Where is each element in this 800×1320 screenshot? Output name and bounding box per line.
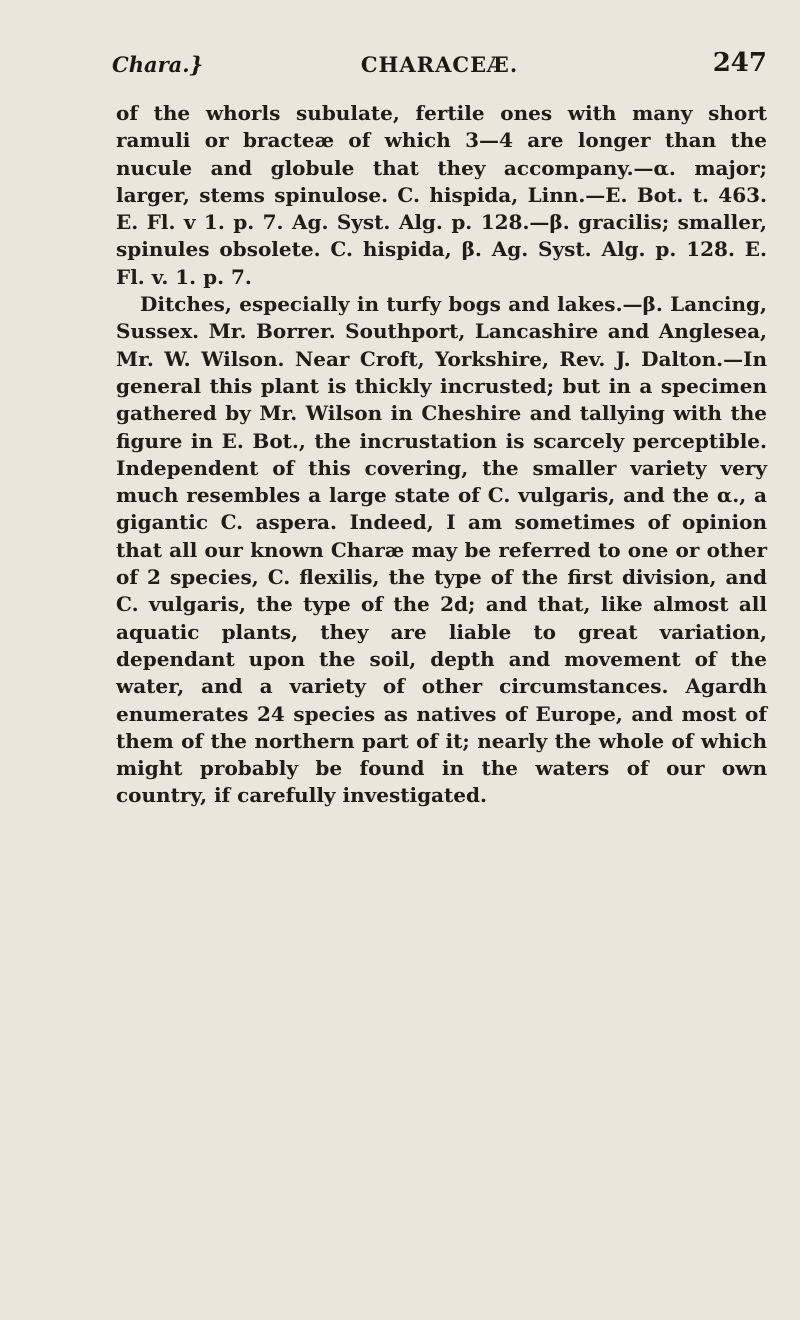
body-text bbox=[116, 100, 767, 810]
header-title: CHARACEÆ. bbox=[360, 52, 519, 77]
paragraph-description: of the whorls subulate, fertile ones with many short ramuli or bracteæ of which 3—4 are longer than the nucule and globule that they accompany.—α. major; larger, stems spinulose. C. hispida, Linn.—E. Bot. t. 463. E. Fl. v 1. p. 7. Ag. Syst. Alg. p. 128.—β. gracilis; smaller, spinules obsolete. C. hispida, β. Ag. Syst. Alg. p. 128. E. Fl. v. 1. p. 7. bbox=[116, 101, 767, 289]
running-header bbox=[112, 48, 767, 88]
page-number: 247 bbox=[712, 48, 767, 78]
header-section-ref: Chara.} bbox=[112, 52, 204, 77]
paragraph-habitat: Ditches, especially in turfy bogs and lakes.—β. Lancing, Sussex. Mr. Borrer. Southport, Lancashire and Anglesea, Mr. W. Wilson. Near Croft, Yorkshire, Rev. J. Dalton.—In general this plant is thickly incrusted; but in a specimen gathered by Mr. Wilson in Cheshire and tallying with the figure in E. Bot., the incrustation is scarcely perceptible. Independent of this covering, the smaller variety very much resembles a large state of C. vulgaris, and the α., a gigantic C. aspera. Indeed, I am sometimes of opinion that all our known Charæ may be referred to one or other of 2 species, C. flexilis, the type of the first division, and C. vulgaris, the type of the 2d; and that, like almost all aquatic plants, they are liable to great variation, dependant upon the soil, depth and movement of the water, and a variety of other circumstances. Agardh enumerates 24 species as natives of Europe, and most of them of the northern part of it; nearly the whole of which might probably be found in the waters of our own country, if carefully investigated. bbox=[116, 292, 767, 808]
